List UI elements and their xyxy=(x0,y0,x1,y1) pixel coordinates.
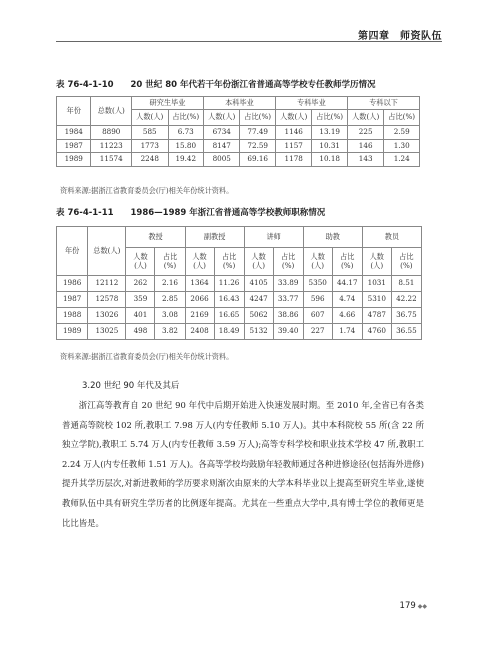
table1-header-year: 年份 xyxy=(57,97,91,126)
table-cell: 5350 xyxy=(303,276,332,292)
table2-subheader-count-line1: 人数 xyxy=(192,252,207,262)
table-cell: 13.19 xyxy=(312,126,347,140)
table2-subheader-count xyxy=(126,248,155,276)
table2-subheader-pct-line2: (%) xyxy=(222,260,236,270)
table-cell: 143 xyxy=(347,153,383,167)
table2-number: 表 76-4-1-11 xyxy=(56,208,114,218)
table2-group-header: 教授 xyxy=(126,227,185,248)
table-cell: 1157 xyxy=(275,139,311,153)
table1-group-header: 专科毕业 xyxy=(275,97,347,110)
table-cell: 4787 xyxy=(362,308,391,324)
table-cell: 2.16 xyxy=(155,276,185,292)
table2-subheader-count-line2: (人) xyxy=(134,260,147,270)
table2 xyxy=(56,226,422,340)
table-cell: 401 xyxy=(126,308,155,324)
table-cell: 13026 xyxy=(88,308,126,324)
page-number xyxy=(400,601,427,611)
table2-subheader-count xyxy=(185,248,214,276)
table1-subheader-count: 人数(人) xyxy=(275,110,311,126)
table1 xyxy=(56,96,420,167)
table-row xyxy=(57,126,420,140)
table-cell: 5132 xyxy=(244,324,273,340)
table-cell: 1987 xyxy=(57,292,88,308)
table1-source: 资料来源:据浙江省教育委员会(厅)相关年份统计资料。 xyxy=(60,186,234,195)
table2-subheader-count-line1: 人数 xyxy=(369,252,384,262)
table-cell: 16.43 xyxy=(214,292,244,308)
table2-subheader-pct-line1: 占比 xyxy=(162,252,178,262)
table-cell: 11574 xyxy=(91,153,132,167)
table-cell: 19.42 xyxy=(168,153,203,167)
table-cell: 77.49 xyxy=(240,126,275,140)
table2-subheader-pct-line2: (%) xyxy=(281,260,295,270)
table-cell: 42.22 xyxy=(391,292,421,308)
table1-group-header: 本科毕业 xyxy=(203,97,275,110)
table-cell: 585 xyxy=(132,126,168,140)
table-cell: 8.51 xyxy=(391,276,421,292)
table-cell: 1989 xyxy=(57,153,91,167)
table-cell: 227 xyxy=(303,324,332,340)
table-cell: 2.59 xyxy=(384,126,420,140)
table-cell: 8005 xyxy=(203,153,239,167)
table2-subheader-count xyxy=(303,248,332,276)
table1-subheader-pct: 占比(%) xyxy=(240,110,275,126)
table-cell: 10.18 xyxy=(312,153,347,167)
table2-subheader-pct-line2: (%) xyxy=(341,260,354,270)
table-cell: 6.73 xyxy=(168,126,203,140)
table2-subheader-count-line2: (人) xyxy=(311,260,325,270)
table-cell: 33.89 xyxy=(273,276,303,292)
table-cell: 1988 xyxy=(57,308,88,324)
table-cell: 38.86 xyxy=(273,308,303,324)
table1-number: 表 76-4-1-10 xyxy=(56,80,114,90)
table-cell: 2.85 xyxy=(155,292,185,308)
table-cell: 1773 xyxy=(132,139,168,153)
table2-subheader-pct-line1: 占比 xyxy=(280,252,296,262)
table-cell: 4.66 xyxy=(332,308,362,324)
table-cell: 607 xyxy=(303,308,332,324)
table1-subheader-pct: 占比(%) xyxy=(168,110,203,126)
page-number-ornament: ◆◆ xyxy=(417,603,427,610)
table-cell: 6734 xyxy=(203,126,239,140)
table-cell: 1364 xyxy=(185,276,214,292)
table2-subheader-count-line2: (人) xyxy=(252,260,266,270)
table1-title: 20 世纪 80 年代若干年份浙江省普通高等学校专任教师学历情况 xyxy=(130,80,376,90)
table-cell: 3.82 xyxy=(155,324,185,340)
table-cell: 1989 xyxy=(57,324,88,340)
table-cell: 36.75 xyxy=(391,308,421,324)
table-row xyxy=(57,276,422,292)
table1-group-header: 专科以下 xyxy=(347,97,419,110)
page-number-value: 179 xyxy=(399,601,416,611)
table-cell: 4760 xyxy=(362,324,391,340)
table-cell: 12112 xyxy=(88,276,126,292)
table-cell: 498 xyxy=(126,324,155,340)
table2-subheader-count-line2: (人) xyxy=(193,260,206,270)
table-cell: 4105 xyxy=(244,276,273,292)
table-cell: 4247 xyxy=(244,292,273,308)
table1-subheader-count: 人数(人) xyxy=(132,110,168,126)
table2-subheader-pct xyxy=(273,248,303,276)
table-cell: 39.40 xyxy=(273,324,303,340)
table-cell: 11223 xyxy=(91,139,132,153)
table2-subheader-count-line1: 人数 xyxy=(251,252,266,262)
table-cell: 10.31 xyxy=(312,139,347,153)
table-cell: 4.74 xyxy=(332,292,362,308)
table-cell: 3.08 xyxy=(155,308,185,324)
table-cell: 2248 xyxy=(132,153,168,167)
table2-subheader-count xyxy=(244,248,273,276)
table-cell: 1987 xyxy=(57,139,91,153)
table-cell: 1.24 xyxy=(384,153,420,167)
table-row xyxy=(57,292,422,308)
table2-subheader-pct-line1: 占比 xyxy=(340,252,355,262)
table-cell: 596 xyxy=(303,292,332,308)
chapter-header: 第四章 师资队伍 xyxy=(358,31,442,42)
table1-caption xyxy=(56,78,376,90)
table2-subheader-pct xyxy=(332,248,362,276)
table-cell: 72.59 xyxy=(240,139,275,153)
table2-subheader-pct xyxy=(391,248,421,276)
table-cell: 2066 xyxy=(185,292,214,308)
section-title: 3.20 世纪 90 年代及其后 xyxy=(82,381,180,391)
table2-subheader-pct-line1: 占比 xyxy=(221,252,237,262)
table2-title: 1986—1989 年浙江省普通高等学校教师职称情况 xyxy=(130,208,326,218)
table-cell: 146 xyxy=(347,139,383,153)
table-cell: 44.17 xyxy=(332,276,362,292)
table-cell: 33.77 xyxy=(273,292,303,308)
table-cell: 8890 xyxy=(91,126,132,140)
table2-header-year: 年份 xyxy=(57,227,88,276)
table1-subheader-count: 人数(人) xyxy=(347,110,383,126)
table-cell: 1986 xyxy=(57,276,88,292)
table2-group-header: 助教 xyxy=(303,227,362,248)
table-cell: 1031 xyxy=(362,276,391,292)
table-cell: 69.16 xyxy=(240,153,275,167)
table2-group-header: 讲师 xyxy=(244,227,303,248)
table2-subheader-count-line1: 人数 xyxy=(133,252,148,262)
table-cell: 15.80 xyxy=(168,139,203,153)
table-cell: 12578 xyxy=(88,292,126,308)
table2-subheader-count xyxy=(362,248,391,276)
table2-subheader-count-line2: (人) xyxy=(370,260,384,270)
table-row xyxy=(57,308,422,324)
table-cell: 11.26 xyxy=(214,276,244,292)
table-cell: 225 xyxy=(347,126,383,140)
table2-caption xyxy=(56,206,325,218)
table2-group-header: 教员 xyxy=(362,227,421,248)
table-row xyxy=(57,139,420,153)
table-cell: 1.30 xyxy=(384,139,420,153)
table1-header-total: 总数(人) xyxy=(91,97,132,126)
table2-subheader-pct xyxy=(155,248,185,276)
table2-header-total: 总数(人) xyxy=(88,227,126,276)
table1-subheader-pct: 占比(%) xyxy=(312,110,347,126)
table-cell: 8147 xyxy=(203,139,239,153)
table1-subheader-pct: 占比(%) xyxy=(384,110,420,126)
table-cell: 1.74 xyxy=(332,324,362,340)
table1-subheader-count: 人数(人) xyxy=(203,110,239,126)
body-paragraph: 浙江高等教育自 20 世纪 90 年代中后期开始进入快速发展时期。至 2010 年,全省已有各类普通高等院校 102 所,教职工 7.98 万人(内专任教师 5.10 万人)。其中本科院校 55 所(含 22 所独立学院),教职工 5.74 万人(内专任教师 3.59 万人);高等专科学校和职业技术学校 47 所,教职工 2.24 万人(内专任教师 1.51 万人)。各高等学校均鼓励年轻教师通过各种进修途径(包括海外进修)提升其学历层次,对新进教师的学历要求则渐次由原来的大学本科毕业以上提高至研究生毕业,遂使教师队伍中具有研究生学历者的比例逐年提高。尤其在一些重点大学中,具有博士学位的教师更是比比皆是。 xyxy=(62,400,424,528)
table-row xyxy=(57,153,420,167)
table-cell: 359 xyxy=(126,292,155,308)
table-cell: 5310 xyxy=(362,292,391,308)
table-cell: 18.49 xyxy=(214,324,244,340)
table2-source: 资料来源:据浙江省教育委员会(厅)相关年份统计资料。 xyxy=(60,352,234,361)
table-cell: 36.55 xyxy=(391,324,421,340)
table1-group-header: 研究生毕业 xyxy=(132,97,204,110)
table-cell: 2408 xyxy=(185,324,214,340)
table-cell: 16.65 xyxy=(214,308,244,324)
header-rule xyxy=(56,41,442,42)
table2-subheader-pct-line2: (%) xyxy=(163,260,177,270)
table-cell: 1178 xyxy=(275,153,311,167)
table-cell: 5062 xyxy=(244,308,273,324)
table-cell: 1146 xyxy=(275,126,311,140)
table-row xyxy=(57,324,422,340)
table2-subheader-pct-line1: 占比 xyxy=(399,252,414,262)
table-cell: 2169 xyxy=(185,308,214,324)
table-cell: 13025 xyxy=(88,324,126,340)
table-cell: 1984 xyxy=(57,126,91,140)
table-cell: 262 xyxy=(126,276,155,292)
table2-subheader-pct xyxy=(214,248,244,276)
table2-group-header: 副教授 xyxy=(185,227,244,248)
table2-subheader-pct-line2: (%) xyxy=(400,260,413,270)
table2-subheader-count-line1: 人数 xyxy=(310,252,325,262)
